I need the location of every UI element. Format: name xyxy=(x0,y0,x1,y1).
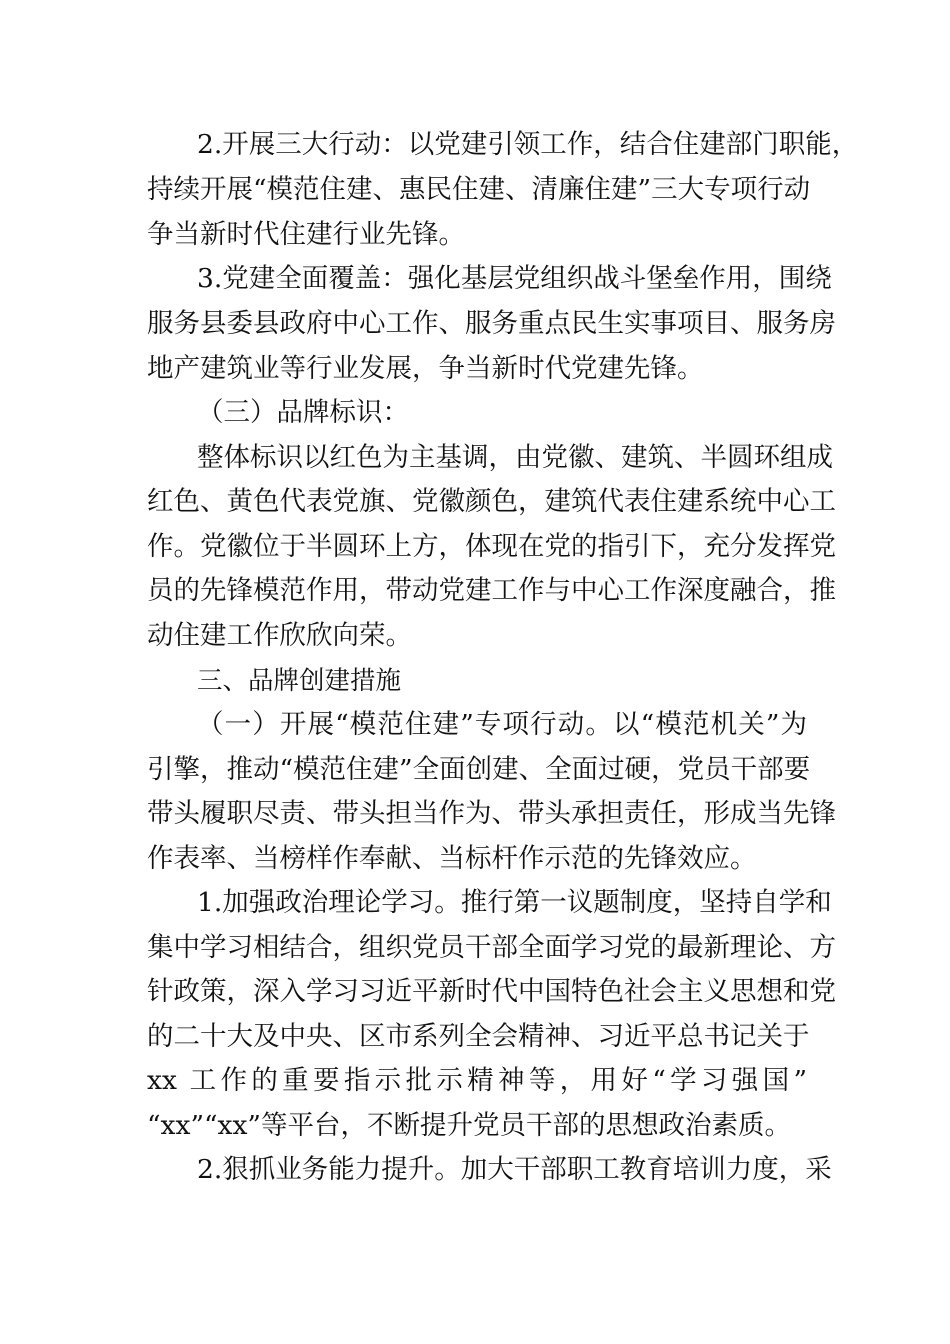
section-heading: 三、品牌创建措施 xyxy=(197,666,402,696)
paragraph-line: 带头履职尽责、带头担当作为、带头承担责任，形成当先锋 xyxy=(147,798,836,829)
paragraph-line: 争当新时代住建行业先锋。 xyxy=(147,219,465,250)
paragraph-line: 持续开展“模范住建、惠民住建、清廉住建”三大专项行动 xyxy=(147,174,811,205)
paragraph-line: 地产建筑业等行业发展，争当新时代党建先锋。 xyxy=(147,353,704,384)
subsection-heading: （三）品牌标识： xyxy=(197,397,409,428)
paragraph-line: 整体标识以红色为主基调，由党徽、建筑、半圆环组成 xyxy=(197,442,833,473)
paragraph-line: 服务县委县政府中心工作、服务重点民生实事项目、服务房 xyxy=(147,308,836,339)
paragraph-line: 红色、黄色代表党旗、党徽颜色，建筑代表住建系统中心工 xyxy=(147,486,836,517)
paragraph-line: 引擎，推动“模范住建”全面创建、全面过硬，党员干部要 xyxy=(147,754,811,785)
paragraph-line: 1.加强政治理论学习。推行第一议题制度，坚持自学和 xyxy=(197,887,832,918)
paragraph-line: 3.党建全面覆盖：强化基层党组织战斗堡垒作用，围绕 xyxy=(197,263,832,294)
paragraph-line: （一）开展“模范住建”专项行动。以“模范机关”为 xyxy=(197,709,807,740)
paragraph-line: 集中学习相结合，组织党员干部全面学习党的最新理论、方 xyxy=(147,932,836,963)
paragraph-line: 针政策，深入学习习近平新时代中国特色社会主义思想和党 xyxy=(147,976,836,1007)
paragraph-line: “xx”“xx”等平台，不断提升党员干部的思想政治素质。 xyxy=(147,1110,791,1141)
paragraph-line: 2.开展三大行动：以党建引领工作，结合住建部门职能， xyxy=(197,129,859,160)
paragraph-line: 动住建工作欣欣向荣。 xyxy=(147,620,412,651)
paragraph-line: 员的先锋模范作用，带动党建工作与中心工作深度融合，推 xyxy=(147,575,836,606)
paragraph-line: 作。党徽位于半圆环上方，体现在党的指引下，充分发挥党 xyxy=(147,531,836,562)
paragraph-line: xx 工作的重要指示批示精神等，用好“学习强国” xyxy=(147,1065,807,1096)
paragraph-line: 2.狠抓业务能力提升。加大干部职工教育培训力度，采 xyxy=(197,1154,832,1185)
paragraph-line: 的二十大及中央、区市系列全会精神、习近平总书记关于 xyxy=(147,1021,810,1052)
paragraph-line: 作表率、当榜样作奉献、当标杆作示范的先锋效应。 xyxy=(147,843,757,874)
